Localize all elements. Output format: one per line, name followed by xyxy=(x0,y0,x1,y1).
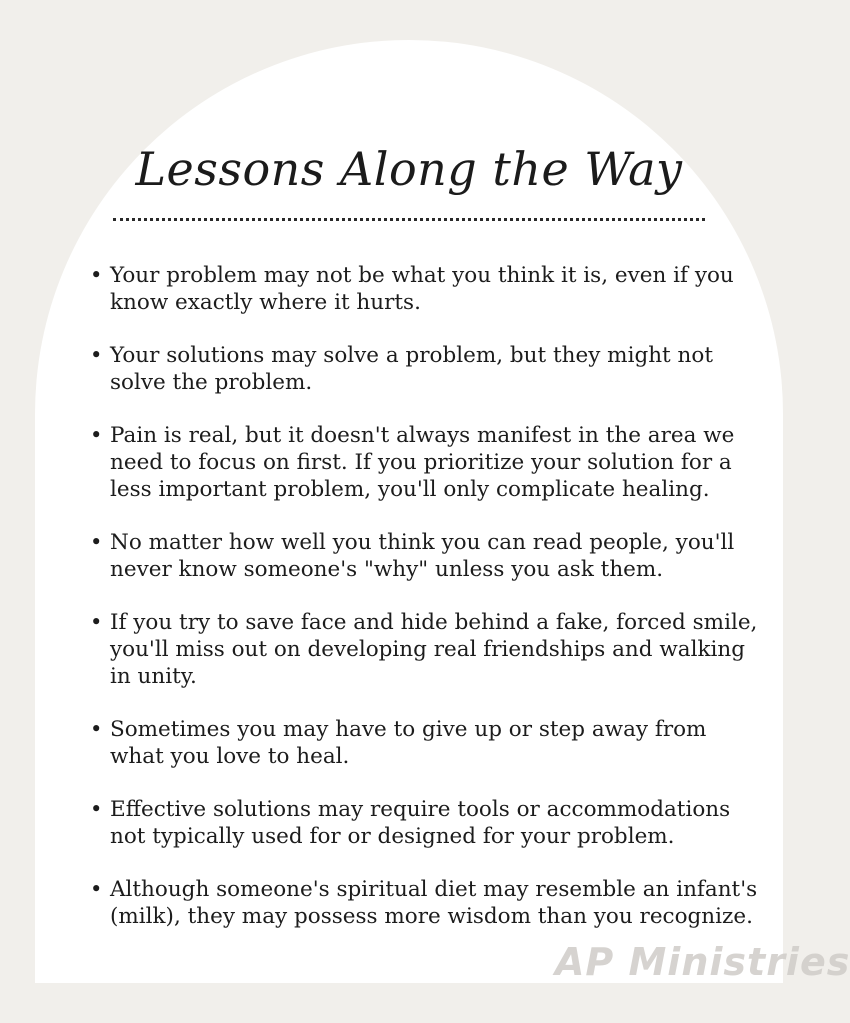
bullet-icon: • xyxy=(90,797,103,821)
bullet-icon: • xyxy=(90,423,103,447)
page-title: Lessons Along the Way xyxy=(135,142,683,196)
list-item xyxy=(88,716,760,770)
lessons-list xyxy=(88,262,760,956)
bullet-icon: • xyxy=(90,717,103,741)
list-item xyxy=(88,422,760,503)
list-item xyxy=(88,262,760,316)
lesson-text: Pain is real, but it doesn't always manifest in the area we need to focus on first. If you prioritize your solution for a less important problem, you'll only complicate healing. xyxy=(110,423,735,502)
list-item xyxy=(88,609,760,690)
bullet-icon: • xyxy=(90,530,103,554)
list-item xyxy=(88,796,760,850)
list-item xyxy=(88,529,760,583)
lesson-text: Your solutions may solve a problem, but they might not solve the problem. xyxy=(110,343,713,395)
lesson-text: Your problem may not be what you think it is, even if you know exactly where it hurts. xyxy=(110,263,734,315)
bullet-icon: • xyxy=(90,343,103,367)
lesson-text: No matter how well you think you can read people, you'll never know someone's "why" unless you ask them. xyxy=(110,530,735,582)
watermark-logo: AP Ministries xyxy=(555,940,850,984)
list-item xyxy=(88,342,760,396)
bullet-icon: • xyxy=(90,877,103,901)
bullet-icon: • xyxy=(90,263,103,287)
lesson-text: Although someone's spiritual diet may resemble an infant's (milk), they may possess more wisdom than you recognize. xyxy=(110,877,758,929)
lesson-text: Sometimes you may have to give up or step away from what you love to heal. xyxy=(110,717,707,769)
bullet-icon: • xyxy=(90,610,103,634)
lesson-text: Effective solutions may require tools or accommodations not typically used for or designed for your problem. xyxy=(110,797,731,849)
list-item xyxy=(88,876,760,930)
title-divider xyxy=(113,218,705,221)
lesson-text: If you try to save face and hide behind a fake, forced smile, you'll miss out on developing real friendships and walking in unity. xyxy=(110,610,758,689)
